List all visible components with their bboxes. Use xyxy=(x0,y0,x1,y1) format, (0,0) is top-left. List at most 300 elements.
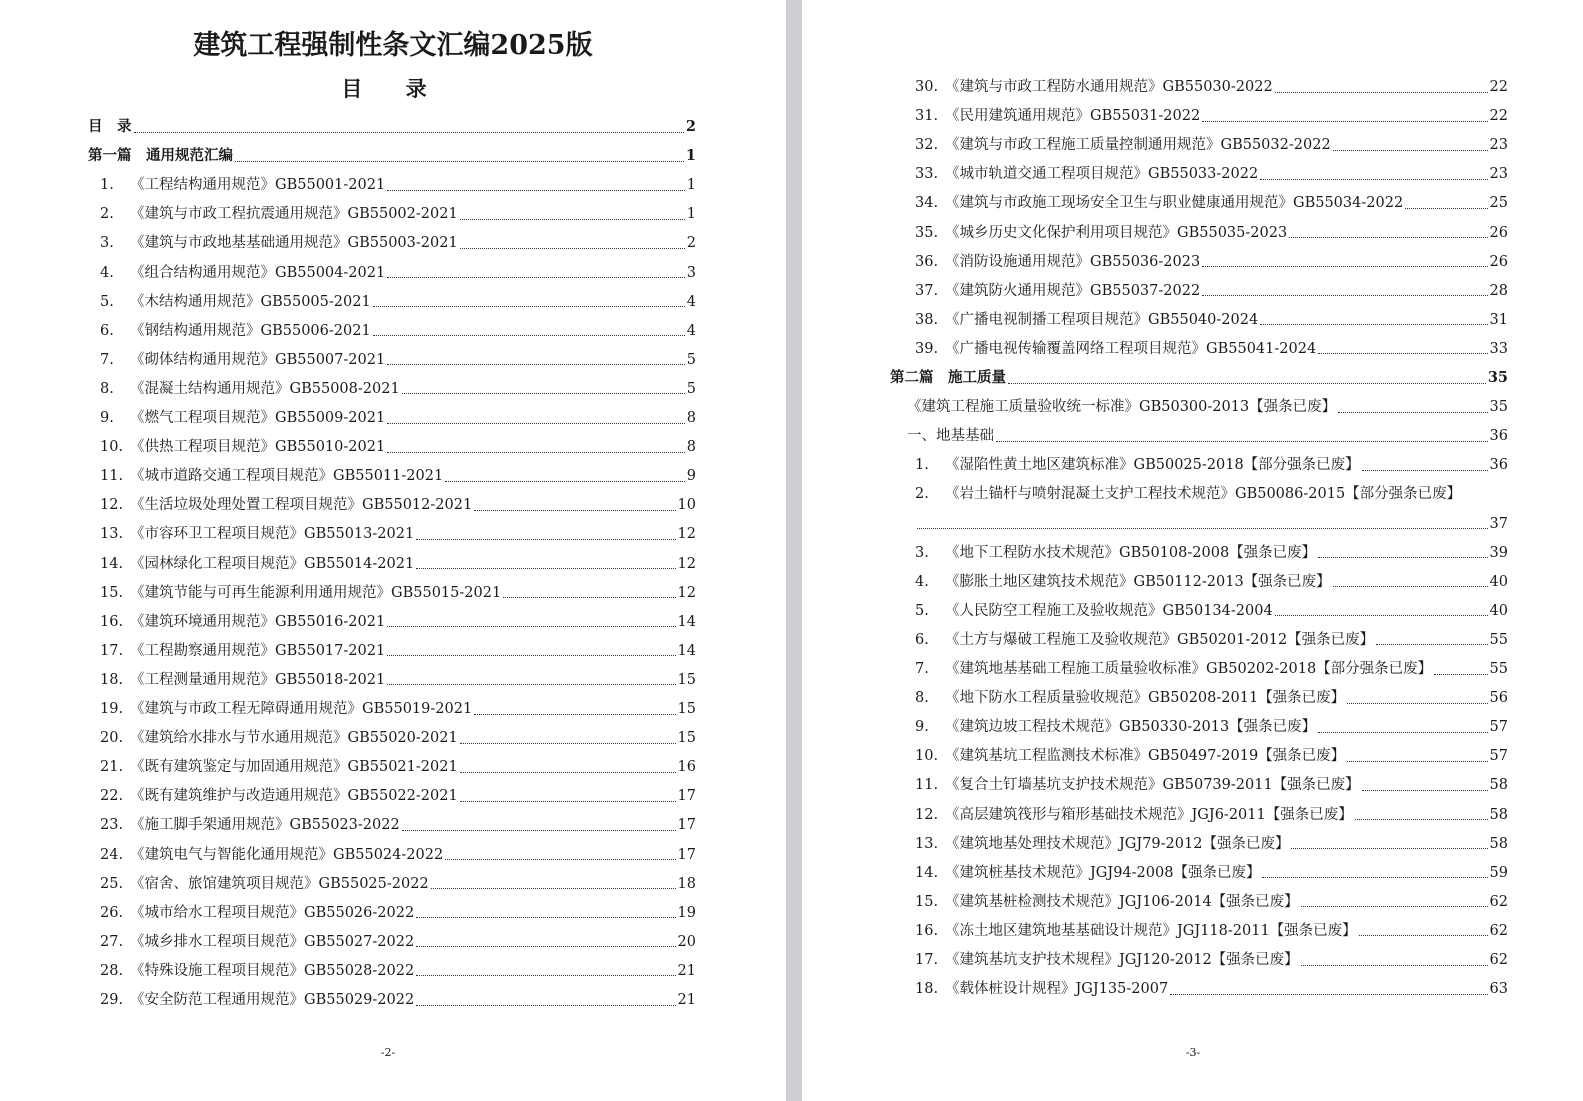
dot-leader xyxy=(1333,586,1488,587)
toc-entry[interactable] xyxy=(100,583,696,603)
toc-entry-number: 24. xyxy=(100,846,124,863)
toc-entry-number: 16. xyxy=(100,613,124,630)
toc-entry[interactable] xyxy=(915,630,1508,650)
toc-entry-number: 2. xyxy=(915,486,929,503)
toc-entry-number: 3. xyxy=(100,235,114,252)
toc-entry[interactable] xyxy=(100,699,696,719)
toc-entry-title: 《建筑与市政施工现场安全卫生与职业健康通用规范》GB55034-2022 xyxy=(945,195,1404,212)
dot-leader xyxy=(460,248,685,249)
toc-entry[interactable] xyxy=(100,554,696,574)
toc-entry[interactable] xyxy=(100,670,696,690)
toc-entry-page: 26 xyxy=(1489,224,1508,241)
toc-entry-page: 21 xyxy=(677,962,696,979)
toc-entry-title: 《燃气工程项目规范》GB55009-2021 xyxy=(130,410,386,426)
toc-entry[interactable] xyxy=(100,292,696,312)
toc-entry[interactable] xyxy=(915,950,1508,970)
toc-entry-title: 《建筑基坑工程监测技术标准》GB50497-2019【强条已废】 xyxy=(945,748,1346,765)
toc-entry[interactable] xyxy=(100,175,696,195)
toc-entry-number: 32. xyxy=(915,137,939,154)
dot-leader xyxy=(1347,761,1487,762)
toc-entry-number: 27. xyxy=(100,933,124,950)
toc-entry-page: 63 xyxy=(1489,981,1508,998)
dot-leader xyxy=(503,597,675,598)
toc-entry-number: 18. xyxy=(100,671,124,688)
toc-entry-title: 《建筑与市政工程无障碍通用规范》GB55019-2021 xyxy=(130,701,473,717)
toc-entry-title: 《复合土钉墙基坑支护技术规范》GB50739-2011【强条已废】 xyxy=(945,777,1360,794)
toc-entry-title: 《建筑防火通用规范》GB55037-2022 xyxy=(945,282,1201,299)
toc-entry-number: 9. xyxy=(915,719,929,736)
toc-entry-page: 36 xyxy=(1489,457,1508,474)
dot-leader xyxy=(416,1005,675,1006)
page-number-footer: -2- xyxy=(380,1046,396,1059)
toc-entry[interactable] xyxy=(100,524,696,544)
dot-leader xyxy=(1170,994,1487,995)
toc-entry-title: 《建筑环境通用规范》GB55016-2021 xyxy=(130,613,386,630)
toc-entry-number: 5. xyxy=(100,293,114,310)
toc-entry[interactable] xyxy=(915,659,1508,679)
toc-entry[interactable] xyxy=(915,164,1508,184)
toc-entry[interactable] xyxy=(100,786,696,806)
toc-entry-page: 35 xyxy=(1487,369,1508,386)
toc-entry-number: 36. xyxy=(915,253,939,270)
dot-leader xyxy=(416,975,675,976)
toc-entry-page: 15 xyxy=(677,730,696,747)
toc-entry-number: 19. xyxy=(100,701,124,717)
toc-entry-page: 12 xyxy=(677,526,696,543)
toc-heading: 目 录 xyxy=(341,76,445,101)
page-number-footer: -3- xyxy=(1185,1046,1201,1059)
toc-entry-page: 33 xyxy=(1489,340,1508,357)
dot-leader xyxy=(387,190,685,191)
toc-entry-continuation[interactable] xyxy=(917,514,1508,534)
toc-entry-number: 11. xyxy=(915,777,939,794)
toc-entry-page: 23 xyxy=(1489,137,1508,154)
toc-entry-page: 58 xyxy=(1489,777,1508,794)
toc-entry-number: 1. xyxy=(100,177,114,194)
toc-entry-number: 3. xyxy=(915,544,929,561)
toc-entry-title: 《市容环卫工程项目规范》GB55013-2021 xyxy=(130,526,415,543)
toc-entry[interactable] xyxy=(915,601,1508,621)
toc-entry-title: 《人民防空工程施工及验收规范》GB50134-2004 xyxy=(945,602,1273,619)
toc-entry-number: 7. xyxy=(915,661,929,677)
toc-entry-number: 14. xyxy=(100,555,124,572)
toc-entry-title: 《建筑与市政地基基础通用规范》GB55003-2021 xyxy=(130,235,458,252)
toc-entry-page: 28 xyxy=(1489,282,1508,299)
dot-leader xyxy=(402,393,685,394)
toc-entry[interactable] xyxy=(915,688,1508,708)
dot-leader xyxy=(460,743,676,744)
dot-leader xyxy=(416,946,675,947)
toc-entry-number: 30. xyxy=(915,79,939,95)
toc-entry-page: 22 xyxy=(1489,108,1508,125)
toc-entry-title: 《供热工程项目规范》GB55010-2021 xyxy=(130,439,386,456)
dot-leader xyxy=(387,277,685,278)
dot-leader xyxy=(387,452,685,453)
toc-entry-number: 15. xyxy=(100,584,124,601)
toc-entry-page: 59 xyxy=(1489,864,1508,881)
toc-entry[interactable] xyxy=(915,252,1508,272)
toc-entry-page: 35 xyxy=(1489,399,1508,416)
toc-entry-title: 《建筑节能与可再生能源利用通用规范》GB55015-2021 xyxy=(130,584,502,601)
toc-entry[interactable] xyxy=(915,921,1508,941)
toc-entry-page: 8 xyxy=(686,410,696,426)
toc-entry-page: 55 xyxy=(1489,631,1508,648)
dot-leader xyxy=(1260,324,1487,325)
toc-entry-title: 第二篇 施工质量 xyxy=(890,369,1006,386)
dot-leader xyxy=(402,830,676,831)
dot-leader xyxy=(474,714,675,715)
toc-entry[interactable] xyxy=(915,310,1508,330)
toc-entry-page: 1 xyxy=(686,177,696,194)
toc-entry[interactable] xyxy=(915,717,1508,737)
toc-entry-title: 《施工脚手架通用规范》GB55023-2022 xyxy=(130,817,400,834)
toc-entry-number: 8. xyxy=(100,380,114,397)
toc-entry-number: 39. xyxy=(915,340,939,357)
toc-entry[interactable] xyxy=(915,339,1508,359)
dot-leader xyxy=(1355,819,1488,820)
toc-entry-page: 57 xyxy=(1489,748,1508,765)
toc-entry-page: 10 xyxy=(677,497,696,514)
toc-entry-title: 《生活垃圾处理处置工程项目规范》GB55012-2021 xyxy=(130,497,473,514)
toc-entry-page: 19 xyxy=(677,904,696,921)
dot-leader xyxy=(387,626,675,627)
toc-entry-number: 6. xyxy=(915,631,929,648)
toc-entry-page: 57 xyxy=(1489,719,1508,736)
toc-entry[interactable] xyxy=(915,484,1508,504)
toc-entry-number: 8. xyxy=(915,690,929,707)
toc-entry-title: 《组合结构通用规范》GB55004-2021 xyxy=(130,264,386,281)
toc-entry-page: 40 xyxy=(1489,602,1508,619)
toc-entry[interactable] xyxy=(915,193,1508,213)
toc-entry[interactable] xyxy=(100,408,696,428)
dot-leader xyxy=(1362,470,1488,471)
toc-entry[interactable] xyxy=(915,834,1508,854)
dot-leader xyxy=(1318,353,1487,354)
toc-entry-title: 《民用建筑通用规范》GB55031-2022 xyxy=(945,108,1201,125)
toc-entry[interactable] xyxy=(100,932,696,952)
toc-entry[interactable] xyxy=(88,117,696,137)
toc-entry-number: 15. xyxy=(915,893,939,910)
toc-entry[interactable] xyxy=(890,368,1508,388)
toc-entry[interactable] xyxy=(100,466,696,486)
toc-entry[interactable] xyxy=(100,815,696,835)
toc-entry-number: 4. xyxy=(915,573,929,590)
dot-leader xyxy=(1275,92,1488,93)
toc-entry-number: 22. xyxy=(100,788,124,805)
toc-entry-page: 21 xyxy=(677,992,696,1008)
toc-entry-number: 5. xyxy=(915,602,929,619)
toc-entry-number: 10. xyxy=(100,439,124,456)
dot-leader xyxy=(1376,644,1487,645)
toc-entry-title: 《既有建筑鉴定与加固通用规范》GB55021-2021 xyxy=(130,759,458,776)
toc-entry[interactable] xyxy=(100,233,696,253)
toc-entry-title: 《建筑与市政工程施工质量控制通用规范》GB55032-2022 xyxy=(945,137,1331,154)
toc-entry-title: 《建筑基坑支护技术规程》JGJ120-2012【强条已废】 xyxy=(945,952,1299,968)
toc-entry[interactable] xyxy=(915,863,1508,883)
toc-entry-title: 《建筑基桩检测技术规范》JGJ106-2014【强条已废】 xyxy=(945,893,1299,910)
dot-leader xyxy=(416,917,675,918)
toc-entry-title: 《工程结构通用规范》GB55001-2021 xyxy=(130,177,386,194)
toc-entry-page: 20 xyxy=(677,933,696,950)
toc-entry-number: 17. xyxy=(915,952,939,968)
toc-entry-page: 36 xyxy=(1489,428,1508,445)
toc-entry-page: 12 xyxy=(677,584,696,601)
toc-entry[interactable] xyxy=(100,961,696,981)
toc-entry-page: 5 xyxy=(686,351,696,368)
toc-entry-title: 《土方与爆破工程施工及验收规范》GB50201-2012【强条已废】 xyxy=(945,631,1375,648)
toc-entry-title: 目 录 xyxy=(88,118,132,135)
toc-entry-title: 《城市给水工程项目规范》GB55026-2022 xyxy=(130,904,415,921)
toc-entry-page: 9 xyxy=(686,468,696,485)
dot-leader xyxy=(1202,266,1487,267)
toc-entry-page: 58 xyxy=(1489,806,1508,823)
toc-entry-page: 37 xyxy=(1489,515,1508,532)
toc-entry-page: 2 xyxy=(685,118,696,135)
toc-entry[interactable] xyxy=(100,845,696,865)
toc-entry-number: 37. xyxy=(915,282,939,299)
toc-entry-page: 62 xyxy=(1489,922,1508,939)
dot-leader xyxy=(474,510,675,511)
toc-entry-page: 26 xyxy=(1489,253,1508,270)
dot-leader xyxy=(373,335,685,336)
toc-entry[interactable] xyxy=(100,990,696,1010)
toc-entry-page: 1 xyxy=(686,206,696,223)
toc-entry-title: 《特殊设施工程项目规范》GB55028-2022 xyxy=(130,962,415,979)
toc-entry-title: 《安全防范工程通用规范》GB55029-2022 xyxy=(130,992,415,1008)
toc-entry-title: 《湿陷性黄土地区建筑标准》GB50025-2018【部分强条已废】 xyxy=(945,457,1360,474)
toc-entry[interactable] xyxy=(915,805,1508,825)
toc-entry-title: 《木结构通用规范》GB55005-2021 xyxy=(130,293,371,310)
toc-entry[interactable] xyxy=(100,903,696,923)
toc-entry-page: 15 xyxy=(677,671,696,688)
toc-entry-title: 《高层建筑筏形与箱形基础技术规范》JGJ6-2011【强条已废】 xyxy=(945,806,1353,823)
toc-entry[interactable] xyxy=(915,281,1508,301)
toc-entry-number: 21. xyxy=(100,759,124,776)
toc-entry-title: 《建筑地基处理技术规范》JGJ79-2012【强条已废】 xyxy=(945,835,1290,852)
toc-entry-title: 《建筑工程施工质量验收统一标准》GB50300-2013【强条已废】 xyxy=(907,399,1337,416)
toc-entry-title: 《地下工程防水技术规范》GB50108-2008【强条已废】 xyxy=(945,544,1317,561)
toc-entry-title: 《砌体结构通用规范》GB55007-2021 xyxy=(130,351,386,368)
toc-entry-title: 《建筑电气与智能化通用规范》GB55024-2022 xyxy=(130,846,444,863)
dot-leader xyxy=(445,859,675,860)
toc-entry[interactable] xyxy=(100,350,696,370)
toc-entry-title: 《建筑与市政工程抗震通用规范》GB55002-2021 xyxy=(130,206,458,223)
dot-leader xyxy=(445,481,685,482)
toc-entry-page: 12 xyxy=(677,555,696,572)
dot-leader xyxy=(1338,412,1487,413)
toc-entry-title: 《宿舍、旅馆建筑项目规范》GB55025-2022 xyxy=(130,875,429,892)
toc-entry-title: 《工程测量通用规范》GB55018-2021 xyxy=(130,671,386,688)
toc-entry-number: 4. xyxy=(100,264,114,281)
dot-leader xyxy=(1362,790,1488,791)
dot-leader xyxy=(1301,965,1488,966)
toc-entry-number: 33. xyxy=(915,166,939,183)
toc-entry-title: 第一篇 通用规范汇编 xyxy=(88,147,233,165)
toc-entry-number: 35. xyxy=(915,224,939,241)
toc-entry-title: 《园林绿化工程项目规范》GB55014-2021 xyxy=(130,555,415,572)
toc-entry-title: 《混凝土结构通用规范》GB55008-2021 xyxy=(130,380,400,397)
dot-leader xyxy=(235,161,684,162)
toc-entry-number: 29. xyxy=(100,992,124,1008)
toc-entry[interactable] xyxy=(915,892,1508,912)
toc-entry-page: 17 xyxy=(677,817,696,834)
toc-entry[interactable] xyxy=(915,77,1508,97)
toc-entry-title: 《建筑地基基础工程施工质量验收标准》GB50202-2018【部分强条已废】 xyxy=(945,661,1433,677)
dot-leader xyxy=(1260,179,1487,180)
toc-entry-title: 《建筑给水排水与节水通用规范》GB55020-2021 xyxy=(130,730,458,747)
toc-entry[interactable] xyxy=(915,979,1508,999)
toc-entry-number: 14. xyxy=(915,864,939,881)
toc-entry[interactable] xyxy=(100,641,696,661)
toc-entry-page: 39 xyxy=(1489,544,1508,561)
toc-entry-title: 《钢结构通用规范》GB55006-2021 xyxy=(130,322,371,339)
toc-entry-number: 18. xyxy=(915,981,939,998)
toc-entry[interactable] xyxy=(100,495,696,515)
dot-leader xyxy=(996,441,1488,442)
toc-entry-number: 16. xyxy=(915,922,939,939)
dot-leader xyxy=(1318,732,1487,733)
toc-entry[interactable] xyxy=(915,572,1508,592)
toc-entry[interactable] xyxy=(915,746,1508,766)
toc-entry-page: 31 xyxy=(1489,311,1508,328)
dot-leader xyxy=(917,528,1488,529)
toc-entry-title: 《地下防水工程质量验收规范》GB50208-2011【强条已废】 xyxy=(945,690,1346,707)
toc-entry[interactable] xyxy=(100,437,696,457)
toc-entry[interactable] xyxy=(100,204,696,224)
dot-leader xyxy=(1347,703,1487,704)
document-title: 建筑工程强制性条文汇编2025版 xyxy=(193,30,593,61)
toc-entry-number: 13. xyxy=(100,526,124,543)
toc-entry-number: 2. xyxy=(100,206,114,223)
dot-leader xyxy=(416,568,675,569)
dot-leader xyxy=(1434,674,1487,675)
toc-entry-page: 22 xyxy=(1489,79,1508,95)
toc-entry-page: 23 xyxy=(1489,166,1508,183)
toc-entry[interactable] xyxy=(915,106,1508,126)
toc-entry-title: 《城乡历史文化保护利用项目规范》GB55035-2023 xyxy=(945,224,1288,241)
toc-entry-page: 4 xyxy=(686,322,696,339)
toc-entry-number: 1. xyxy=(915,457,929,474)
toc-entry-page: 56 xyxy=(1489,690,1508,707)
toc-entry[interactable] xyxy=(100,874,696,894)
toc-entry-page: 18 xyxy=(677,875,696,892)
page-gutter xyxy=(786,0,802,1101)
toc-entry-title: 《岩土锚杆与喷射混凝土支护工程技术规范》GB50086-2015【部分强条已废】 xyxy=(945,486,1462,503)
toc-entry-page: 3 xyxy=(686,264,696,281)
toc-entry-number: 7. xyxy=(100,351,114,368)
toc-entry-number: 11. xyxy=(100,468,124,485)
toc-entry-title: 《广播电视制播工程项目规范》GB55040-2024 xyxy=(945,311,1259,328)
toc-entry-page: 15 xyxy=(677,701,696,717)
dot-leader xyxy=(416,539,675,540)
toc-entry-number: 10. xyxy=(915,748,939,765)
toc-entry-number: 25. xyxy=(100,875,124,892)
toc-entry-title: 《广播电视传输覆盖网络工程项目规范》GB55041-2024 xyxy=(945,340,1317,357)
toc-entry-page: 8 xyxy=(686,439,696,456)
dot-leader xyxy=(1318,557,1487,558)
dot-leader xyxy=(1262,877,1487,878)
toc-entry[interactable] xyxy=(907,426,1508,446)
toc-entry-number: 13. xyxy=(915,835,939,852)
toc-entry[interactable] xyxy=(915,455,1508,475)
toc-entry-page: 1 xyxy=(685,147,696,165)
dot-leader xyxy=(1202,121,1487,122)
toc-entry-title: 《城乡排水工程项目规范》GB55027-2022 xyxy=(130,933,415,950)
toc-entry-page: 58 xyxy=(1489,835,1508,852)
toc-entry-number: 6. xyxy=(100,322,114,339)
dot-leader xyxy=(460,801,676,802)
toc-entry-number: 23. xyxy=(100,817,124,834)
toc-entry-number: 20. xyxy=(100,730,124,747)
toc-entry-page: 62 xyxy=(1489,893,1508,910)
toc-entry-title: 《城市轨道交通工程项目规范》GB55033-2022 xyxy=(945,166,1259,183)
toc-entry-page: 25 xyxy=(1489,195,1508,212)
toc-entry-page: 16 xyxy=(677,759,696,776)
toc-entry-title: 《建筑边坡工程技术规范》GB50330-2013【强条已废】 xyxy=(945,719,1317,736)
dot-leader xyxy=(1359,935,1488,936)
dot-leader xyxy=(387,684,675,685)
dot-leader xyxy=(387,423,685,424)
toc-entry-number: 31. xyxy=(915,108,939,125)
toc-entry-title: 《建筑与市政工程防水通用规范》GB55030-2022 xyxy=(945,79,1273,95)
dot-leader xyxy=(387,364,685,365)
toc-entry-page: 2 xyxy=(686,235,696,252)
toc-entry[interactable] xyxy=(100,757,696,777)
toc-entry[interactable] xyxy=(100,321,696,341)
toc-entry-title: 《城市道路交通工程项目规范》GB55011-2021 xyxy=(130,468,444,485)
dot-leader xyxy=(387,655,675,656)
dot-leader xyxy=(373,306,685,307)
toc-entry-title: 《工程勘察通用规范》GB55017-2021 xyxy=(130,642,386,659)
toc-entry-title: 《膨胀土地区建筑技术规范》GB50112-2013【强条已废】 xyxy=(945,573,1331,590)
toc-entry[interactable] xyxy=(915,775,1508,795)
dot-leader xyxy=(134,132,684,133)
toc-entry-title: 《既有建筑维护与改造通用规范》GB55022-2021 xyxy=(130,788,458,805)
toc-entry-number: 26. xyxy=(100,904,124,921)
toc-entry-page: 55 xyxy=(1489,661,1508,677)
toc-entry[interactable] xyxy=(100,728,696,748)
toc-entry-title: 《冻土地区建筑地基基础设计规范》JGJ118-2011【强条已废】 xyxy=(945,922,1357,939)
toc-entry-number: 28. xyxy=(100,962,124,979)
toc-entry-page: 40 xyxy=(1489,573,1508,590)
dot-leader xyxy=(1275,615,1488,616)
toc-entry[interactable] xyxy=(915,543,1508,563)
toc-entry-title: 一、地基基础 xyxy=(907,428,994,445)
dot-leader xyxy=(1301,906,1488,907)
dot-leader xyxy=(1291,848,1487,849)
toc-entry[interactable] xyxy=(88,146,696,166)
toc-entry-page: 17 xyxy=(677,788,696,805)
toc-entry[interactable] xyxy=(100,612,696,632)
dot-leader xyxy=(460,219,685,220)
dot-leader xyxy=(1333,150,1488,151)
toc-entry-page: 14 xyxy=(677,613,696,630)
dot-leader xyxy=(1202,295,1487,296)
toc-entry[interactable] xyxy=(100,379,696,399)
toc-entry[interactable] xyxy=(100,263,696,283)
toc-entry-number: 38. xyxy=(915,311,939,328)
toc-entry-number: 9. xyxy=(100,410,114,426)
dot-leader xyxy=(431,888,676,889)
toc-entry-number: 12. xyxy=(100,497,124,514)
toc-entry[interactable] xyxy=(915,135,1508,155)
toc-entry[interactable] xyxy=(915,223,1508,243)
dot-leader xyxy=(1405,208,1487,209)
toc-entry-page: 14 xyxy=(677,642,696,659)
toc-entry-page: 5 xyxy=(686,380,696,397)
toc-entry[interactable] xyxy=(907,397,1508,417)
toc-entry-title: 《消防设施通用规范》GB55036-2023 xyxy=(945,253,1201,270)
